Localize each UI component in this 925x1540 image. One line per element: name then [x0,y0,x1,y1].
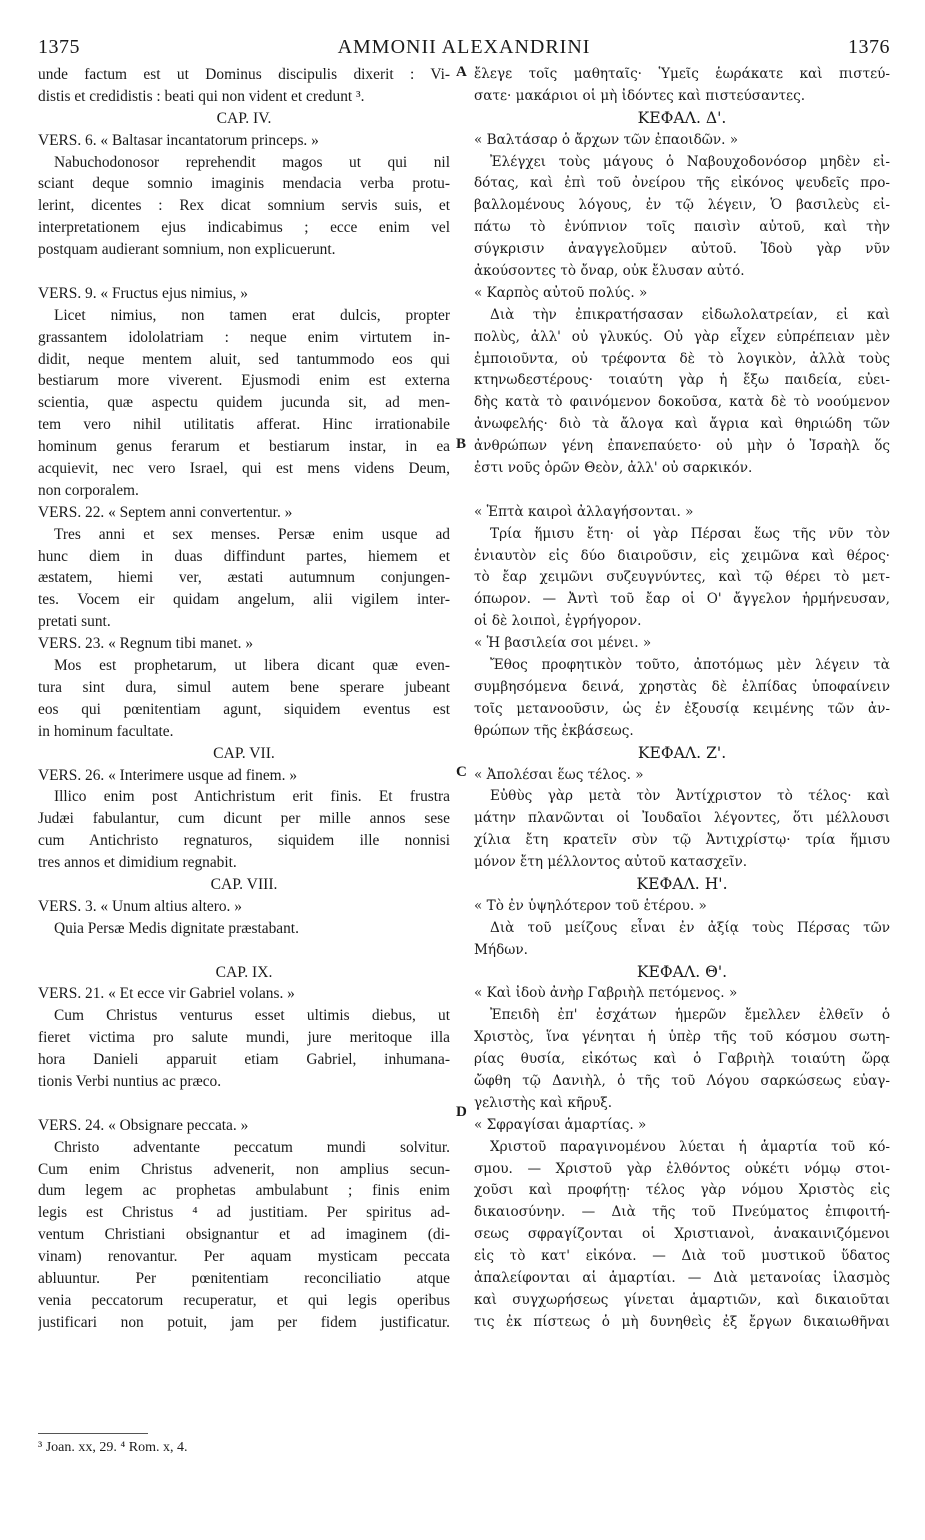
latin-text-line: abluuntur. Per pœnitentiam reconciliatio atque [38,1269,450,1287]
latin-text-line: tem vero nihil utilitatis afferat. Hinc irrationabile [38,416,450,434]
greek-text-line: Εὐθὺς γὰρ μετὰ τὸν Ἀντίχριστον τὸ τέλος· καὶ [490,788,890,805]
latin-text-line: lerint, dicentes : Rex dicat somnium servis suis, et [38,197,450,215]
latin-text-line: sciant deque somnio imaginis mendacia verba protu- [38,175,450,193]
greek-text-line: συμβησόμενα δεινά, χρηστὰς δὲ ἐλπίδας ὑποφαίνειν [474,678,890,695]
greek-text-line: ἀκούσοντες τὸ ὄναρ, οὐκ ἔλυσαν αὐτό. [474,263,745,280]
greek-text-line: Χριστὸς, ἵνα γένηται ἡ ὑπὲρ τῆς τοῦ κόσμου σωτη- [474,1029,890,1046]
greek-text-line: « Καρπὸς αὐτοῦ πολύς. » [474,284,648,301]
greek-text-line: ρίας θυσία, εἰκότως καὶ ὁ Γαβριὴλ τοιαύτη ὥρᾳ [474,1051,890,1068]
greek-text-line: Ἐλέγχει τοὺς μάγους ὁ Ναβουχοδονόσορ μηδὲν εἰ- [490,153,890,170]
latin-column [38,64,450,1334]
latin-text-line: Judæi fabulantur, cum dicunt per mille annos sese [38,810,450,828]
latin-text-line: CAP. VII. [213,744,275,762]
greek-text-line: τοῖς μετανοοῦσιν, ὡς ἐν ἐξουσίᾳ κειμένης τῶν ἀν- [474,700,890,717]
latin-text-line: VERS. 6. « Baltasar incantatorum princeps. » [38,131,319,149]
latin-text-line: æstatem, hiemi ver, æstati autumnum conjungen- [38,569,450,587]
latin-text-line: ventum Christiani obsignantur et ad imaginem (di- [38,1226,450,1244]
greek-text-line: « Ἑπτὰ καιροὶ ἀλλαγήσονται. » [474,503,694,520]
latin-text-line: dum legem ac prophetas ambulabunt ; finis enim [38,1182,450,1200]
latin-text-line: VERS. 3. « Unum altius altero. » [38,897,242,915]
latin-text-line: postquam audierant somnium, non explicuerunt. [38,241,336,259]
greek-text-line: καὶ συγχωρήσεως γίνεται ἁμαρτιῶν, καὶ δικαιοῦται [474,1291,890,1308]
greek-text-line: ἐνιαυτὸν εἰς δύο διαιροῦσιν, εἰς χειμῶνα καὶ θέρος· [474,547,890,564]
latin-text-line: tres annos et dimidium regnabit. [38,854,237,872]
latin-text-line: in hominum facultate. [38,722,174,740]
greek-text-line: « Σφραγίσαι ἁμαρτίας. » [474,1116,647,1133]
greek-text-line: Ἔθος προφητικὸν τοῦτο, ἀποτόμως μὲν λέγειν τὰ [490,657,890,674]
latin-text-line: eos qui pœnitentiam agunt, siquidem eventus est [38,700,450,718]
greek-text-line [474,480,890,502]
latin-text-line: VERS. 21. « Et ecce vir Gabriel volans. » [38,985,295,1003]
latin-text-line: hora Danieli apparuit etiam Gabriel, inhumana- [38,1051,450,1069]
greek-text-line: μόνον ἔτη μέλλοντος αὐτοῦ κατασχεῖν. [474,854,748,871]
latin-text-line: tura sint dura, simul autem bene sperare jubeant [38,678,450,696]
latin-text-line: VERS. 23. « Regnum tibi manet. » [38,635,254,653]
latin-text-line: Licet nimius, non tamen erat dulcis, propter [54,306,450,324]
greek-text-line: οἱ δὲ λοιποὶ, ἐγρήγορον. [474,613,642,630]
margin-letter-a: A [456,64,467,80]
latin-text-line: vinam) renovantur. Per aquam mysticam peccata [38,1248,450,1266]
latin-text-line: CAP. IX. [215,963,273,981]
latin-text-line: acquievit, nec vero Israel, qui est mens videns Deum, [38,460,450,478]
latin-text-line: tes. Vocem eir quidam angelum, alii vigilem inter- [38,591,450,609]
greek-text-line: Ἐπειδὴ ἐπ' ἐσχάτων ἡμερῶν ἔμελλεν ἐλθεῖν ὁ [490,1007,890,1024]
latin-text-line: non corporalem. [38,481,139,499]
latin-text-line: fieret victima pro salute mundi, jure meritoque illa [38,1029,450,1047]
latin-text-line: Illico enim post Antichristum erit finis. Et frustra [54,788,450,806]
greek-text-line: χίλια ἔτη κρατεῖν σὺν τῷ Ἀντιχρίστῳ· τρία ἥμισυ [474,832,890,849]
greek-text-line: Μήδων. [474,941,528,958]
margin-letter-c: C [456,764,467,780]
footnote-rule [38,1433,148,1434]
page-number-right: 1376 [848,36,890,58]
latin-text-line: hunc diem in duas diffindunt partes, hiemem et [38,547,450,565]
latin-text-line: bestiarum more viverent. Ejusmodi enim est externa [38,372,450,390]
margin-letter-b: B [456,436,467,452]
greek-text-line: « Βαλτάσαρ ὁ ἄρχων τῶν ἐπαοιδῶν. » [474,131,739,148]
greek-text-line: σατε· μακάριοι οἱ μὴ ἰδόντες καὶ πιστεύσαντες. [474,87,806,104]
greek-text-line: δὴς κατὰ τὸ φαινόμενον δοκοῦσα, κατὰ δὲ τὸ νοούμενον [474,394,890,411]
greek-text-line: ἐμποιοῦντα, οὐ τρέφοντα δὲ τὸ λογικὸν, ἀλλὰ τοὺς [474,350,890,367]
greek-text-line: Χριστοῦ παραγινομένου λύεται ἡ ἁμαρτία τοῦ κό- [490,1138,890,1155]
latin-text-line [38,940,450,962]
latin-text-line: scientia, quæ aspectu quidem jucunda sit, ad men- [38,394,450,412]
page-header [38,36,890,62]
greek-text-line: ΚΕΦΑΛ. Θ'. [636,962,728,981]
greek-text-line: σεως σφραγίζονται οἱ Χριστιανοὶ, ἀνακαινιζόμενοι [474,1226,890,1243]
latin-text-line [38,261,450,283]
greek-text-line: πάτω τὸ ἐνύπνιον τοῖς παισὶν αὐτοῦ, καὶ τὴν [474,219,890,236]
footnotes: ³ Joan. xx, 29. ⁴ Rom. x, 4. [38,1440,188,1455]
latin-text-line: hominum genus ferarum et bestiarum instar, in ea [38,438,450,456]
greek-text-line: όπωρον. — Ἀντὶ τοῦ ἔαρ οἱ Ο' ἄγγελον ἡρμήνευσαν, [474,591,890,608]
greek-text-line: δότας, καὶ ἐπὶ τοῦ ὀνείρου τῆς εἰκόνος ψευδεῖς προ- [474,175,890,192]
greek-text-line: τὸ ἔαρ χειμῶνι συζευγνύντες, καὶ τῷ θέρει τὸ μετ- [474,569,890,586]
latin-text-line: Nabuchodonosor reprehendit magos ut qui nil [54,153,450,171]
latin-text-line: VERS. 24. « Obsignare peccata. » [38,1116,249,1134]
greek-text-line: βαλλομένους λόγους, ἐν τῷ λέγειν, Ὁ βασιλεὺς εἰ- [474,197,890,214]
greek-text-line: « Ἡ βασιλεία σοι μένει. » [474,635,652,652]
latin-text-line: Cum enim Christus advenerit, non amplius secun- [38,1160,450,1178]
latin-text-line: VERS. 22. « Septem anni convertentur. » [38,503,293,521]
greek-text-line: « Τὸ ἐν ὑψηλότερον τοῦ ἑτέρου. » [474,897,707,914]
latin-text-line: unde factum est ut Dominus discipulis dixerit : Vi- [38,66,450,83]
greek-text-line: « Καὶ ἰδοὺ ἀνὴρ Γαβριὴλ πετόμενος. » [474,985,738,1002]
greek-column [474,64,890,1334]
greek-text-line: κτηνωδεστέρους· τοιαύτη γὰρ ἡ ἔξω παιδεία, εὐει- [474,372,890,389]
margin-letter-d: D [456,1104,467,1120]
latin-text-line: venia peccatorum recuperatur, et qui legis operibus [38,1291,450,1309]
greek-text-line: εἰς τὸ κατ' εἰκόνα. — Διὰ τοῦ μυστικοῦ ὕδατος [474,1248,890,1265]
latin-text-line: legis est Christus ⁴ ad justitiam. Per spiritus ad- [38,1204,450,1222]
page-number-left: 1375 [38,36,80,58]
greek-text-line: τις ἐκ πίστεως ὁ μὴ δυνηθεὶς ἐξ ἔργων δικαιωθῆναι [474,1313,890,1330]
greek-text-line: Διὰ τοῦ μείζους εἶναι ἐν ἀξίᾳ τοὺς Πέρσας τῶν [490,919,890,936]
greek-text-line: ΚΕΦΑΛ. Δ'. [637,108,727,127]
latin-text-line: Christo adventante peccatum mundi solvitur. [54,1138,450,1156]
greek-text-line: χοῦσι καὶ προφήτῃ· τέλος γὰρ νόμου Χριστὸς εἰς [474,1182,890,1199]
latin-text-line: Mos est prophetarum, ut libera dicant quæ even- [54,657,450,675]
greek-text-line: ἀνθρώπων γένη ἐπανεπαύετο· οὐ μὴν ὁ Ἰσραὴλ ὅς [474,438,890,455]
running-title: AMMONII ALEXANDRINI [337,36,591,58]
greek-text-line: ΚΕΦΑΛ. Η'. [636,874,728,893]
latin-text-line: VERS. 9. « Fructus ejus nimius, » [38,284,248,302]
latin-text-line: Cum Christus venturus esset ultimis diebus, ut [54,1007,450,1025]
greek-text-line: ἐστι νοῦς ὁρῶν Θεὸν, ἀλλ' οὐ σαρκικόν. [474,460,753,477]
latin-text-line: tionis Verbi nuntius ac præco. [38,1072,222,1090]
latin-text-line: justificari non potuit, jam per fidem justificatur. [38,1313,450,1331]
latin-text-line: didit, neque mentem aluit, sed tantummodo eos qui [38,350,450,368]
greek-text-line: θρώπων τῆς ἐκβάσεως. [474,722,634,739]
latin-text-line: Tres anni et sex menses. Persæ enim usque ad [54,525,450,543]
greek-text-line: « Ἀπολέσαι ἕως τέλος. » [474,766,644,783]
latin-text-line: CAP. VIII. [210,875,278,893]
latin-text-line: pretati sunt. [38,613,111,631]
latin-text-line: CAP. IV. [216,109,272,127]
latin-text-line: cum Antichristo regnaturos, siquidem ille nonnisi [38,832,450,850]
latin-text-line: interpretationem ejus indicabimus ; ecce enim vel [38,219,450,237]
greek-text-line: ἔλεγε τοῖς μαθηταῖς· Ὑμεῖς ἑωράκατε καὶ πιστεύ- [474,66,890,82]
greek-text-line: σμου. — Χριστοῦ γὰρ ἐλθόντος οὐκέτι νόμῳ στοι- [474,1160,890,1177]
latin-text-line: distis et credidistis : beati qui non vident et credunt ³. [38,87,365,105]
latin-text-line: grassantem idololatriam : neque enim virtutem in- [38,328,450,346]
greek-text-line: μάτην πλανῶνται οἱ Ἰουδαῖοι λέγοντες, ὅτι μέλλουσι [474,810,890,827]
greek-text-line: Τρία ἥμισυ ἔτη· οἱ γὰρ Πέρσαι ἕως τῆς νῦν τὸν [490,525,890,542]
greek-text-line: πολὺς, ἀλλ' οὐ γλυκύς. Οὐ γὰρ εἶχεν εὐπρέπειαν μὲν [474,328,890,345]
greek-text-line: ἀνωφελής· διὸ τὰ ἄλογα καὶ ἄγρια καὶ θηριώδη τῶν [474,416,890,433]
greek-text-line: ἀπαλείφονται αἱ ἁμαρτίαι. — Διὰ μετανοίας ἱλασμὸς [474,1269,890,1286]
greek-text-line: Διὰ τὴν ἐπικρατήσασαν εἰδωλολατρείαν, εἰ καὶ [490,306,890,323]
latin-text-line [38,1093,450,1115]
greek-text-line: γελιστὴς καὶ κῆρυξ. [474,1094,613,1111]
latin-text-line: VERS. 26. « Interimere usque ad finem. » [38,766,298,784]
greek-text-line: ΚΕΦΑΛ. Ζ'. [637,743,727,762]
latin-text-line: Quia Persæ Medis dignitate præstabant. [54,919,299,937]
greek-text-line: σύγκρισιν ἀναγγελοῦμεν αὐτοῦ. Ἰδοὺ γὰρ νῦν [474,241,890,258]
greek-text-line: ὤφθη τῷ Δανιὴλ, ὁ τῆς τοῦ Λόγου σαρκώσεως εὐαγ- [474,1072,890,1089]
greek-text-line: δικαιοσύνην. — Διὰ τῆς τοῦ Πνεύματος ἐπιφοιτή- [474,1204,890,1221]
